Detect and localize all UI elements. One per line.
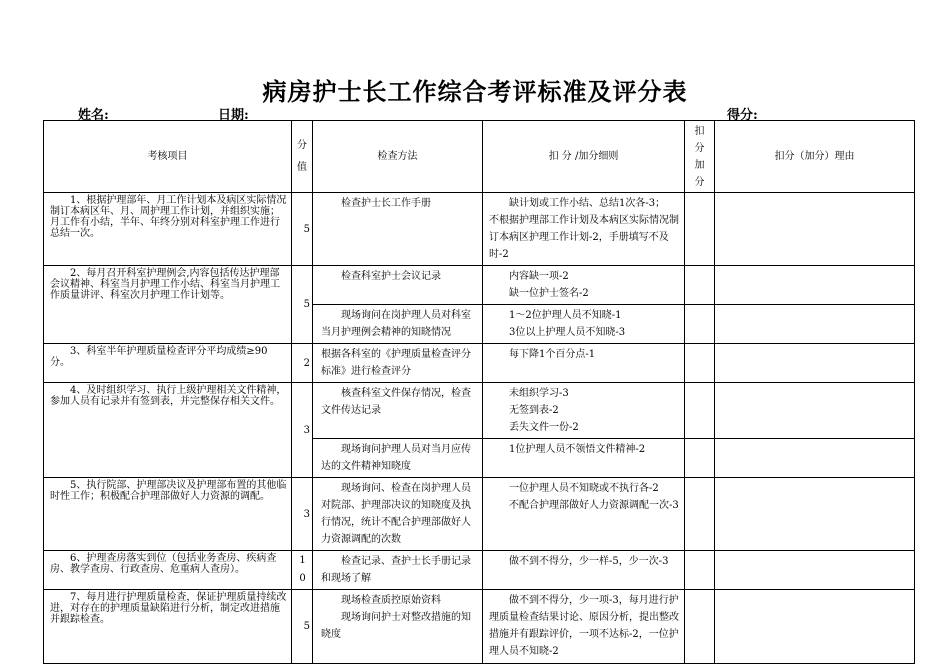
detail-line: 不根据护理部工作计划及本病区实际情况制订本病区护理工作计划-2，手册填写不及时-2 [489,215,679,260]
deduct-cell[interactable] [685,383,715,439]
row-score [292,551,313,590]
row-detail [483,590,685,664]
detail-line: 丢失文件一份-2 [509,422,579,433]
row-item: 2、每月召开科室护理例会,内容包括传达护理部会议精神、科室当月护理工作小结、科室当月护理工作质量讲评、科室次月护理工作计划等。 [44,266,292,344]
reason-cell[interactable] [715,193,915,266]
reason-cell[interactable] [715,551,915,590]
header-method: 检查方法 [313,121,483,193]
table-row [44,383,915,439]
reason-cell[interactable] [715,590,915,664]
detail-line: 做不到不得分，少一项-3，每月进行护理质量检查结果讨论、原因分析，提出整改措施并有跟踪评价，一项不达标-2，一位护理人员不知晓-2 [489,595,679,657]
header-reason: 扣分（加分）理由 [715,121,915,193]
row-detail [483,551,685,590]
row-method [313,590,483,664]
row-method: 检查护士长工作手册 [313,193,483,266]
row-detail [483,344,685,383]
header-score [292,121,313,193]
deduct-cell[interactable] [685,305,715,344]
method-line: 现场检查质控原始资料 [341,595,441,606]
row-method: 现场询问护理人员对当月应传达的文件精神知晓度 [313,439,483,478]
reason-cell[interactable] [715,305,915,344]
name-label: 姓名: [78,108,109,123]
header-deduct-2: 分 [694,142,705,154]
detail-line: 缺一位护士签名-2 [509,288,589,299]
detail-line: 无签到表-2 [509,405,559,416]
deduct-cell[interactable] [685,266,715,305]
row-method: 现场询问、检查在岗护理人员对院部、护理部决议的知晓度及执行情况，统计不配合护理部做好人力资源调配的次数 [313,478,483,551]
detail-line: 一位护理人员不知晓或不执行各-2 [509,483,659,494]
row-score-top: 1 [299,555,306,566]
method-line: 现场询问护士对整改措施的知晓度 [321,612,471,640]
table-row [44,551,915,590]
row-method: 现场询问在岗护理人员对科室当月护理例会精神的知晓情况 [313,305,483,344]
row-score: 2 [292,344,313,383]
header-score-bottom: 值 [297,161,307,173]
row-method: 核查科室文件保存情况，检查文件传达记录 [313,383,483,439]
table-row [44,266,915,305]
detail-line: 内容缺一项-2 [509,271,569,282]
date-label: 日期: [218,108,249,123]
deduct-cell[interactable] [685,193,715,266]
reason-cell[interactable] [715,344,915,383]
header-item: 考核项目 [44,121,292,193]
row-method: 检查记录、查护士长手册记录和现场了解 [313,551,483,590]
table-header-row [44,121,915,193]
reason-cell[interactable] [715,383,915,439]
deduct-cell[interactable] [685,590,715,664]
row-score: 5 [292,193,313,266]
evaluation-table [43,120,915,664]
row-detail [483,439,685,478]
row-score-bottom: 0 [299,573,306,584]
row-method: 根据各科室的《护理质量检查评分标准》进行检查评分 [313,344,483,383]
reason-cell[interactable] [715,478,915,551]
row-score: 5 [292,590,313,664]
detail-line: 不配合护理部做好人力资源调配一次-3 [509,500,679,511]
detail-line: 3位以上护理人员不知晓-3 [509,327,626,338]
row-score: 5 [292,266,313,344]
detail-line: 做不到不得分，少一样-5，少一次-3 [509,556,669,567]
row-item: 6、护理查房落实到位（包括业务查房、疾病查房、教学查房、行政查房、危重病人查房）。 [44,551,292,590]
reason-cell[interactable] [715,266,915,305]
row-detail [483,305,685,344]
table-row [44,193,915,266]
detail-line: 1位护理人员不领悟文件精神-2 [509,444,646,455]
row-item: 4、及时组织学习、执行上级护理相关文件精神，参加人员有记录并有签到表，并完整保存相关文件。 [44,383,292,478]
deduct-cell[interactable] [685,344,715,383]
table-row [44,478,915,551]
reason-cell[interactable] [715,439,915,478]
header-deduct [685,121,715,193]
detail-line: 未组织学习-3 [509,388,569,399]
row-detail [483,193,685,266]
detail-line: 缺计划或工作小结、总结1次各-3； [509,198,666,209]
header-score-top: 分 [297,139,307,151]
row-item: 3、科室半年护理质量检查评分平均成绩≥90分。 [44,344,292,383]
row-detail [483,383,685,439]
row-item: 5、执行院部、护理部决议及护理部布置的其他临时性工作；积极配合护理部做好人力资源的调配。 [44,478,292,551]
row-score: 3 [292,478,313,551]
header-detail: 扣 分 /加分细则 [483,121,685,193]
row-detail [483,266,685,305]
deduct-cell[interactable] [685,551,715,590]
page-title: 病房护士长工作综合考评标准及评分表 [262,77,688,106]
header-deduct-3: 加 [694,159,705,171]
table-row [44,344,915,383]
header-deduct-1: 扣 [694,125,705,137]
deduct-cell[interactable] [685,439,715,478]
row-item: 7、每月进行护理质量检查，保证护理质量持续改进，对存在的护理质量缺陷进行分析，制定改进措施并跟踪检查。 [44,590,292,664]
row-method: 检查科室护士会议记录 [313,266,483,305]
score-label: 得分: [727,108,758,123]
header-deduct-4: 分 [694,176,705,188]
detail-line: 每下降1个百分点-1 [509,349,596,360]
row-detail [483,478,685,551]
detail-line: 1～2位护理人员不知晓-1 [509,310,622,321]
deduct-cell[interactable] [685,478,715,551]
row-score: 3 [292,383,313,478]
table-row [44,590,915,664]
row-item: 1、根据护理部年、月工作计划本及病区实际情况制订本病区年、月、周护理工作计划，并组织实施；月工作有小结，半年、年终分别对科室护理工作进行总结一次。 [44,193,292,266]
